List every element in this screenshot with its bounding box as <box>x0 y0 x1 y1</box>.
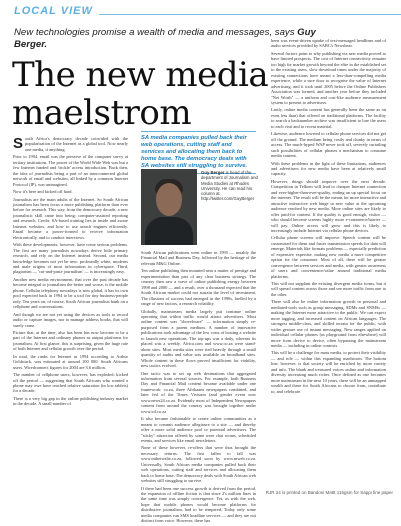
paragraph: With these developments, however, have come serious problems. The first are many journalists nowadays derive little primary research, and rely on the Internet instead. Second, our media knowledge becomes not yet be new: profoundly white, moderns and male origins of most information in cyberspace. Third, plagiarism — 'cut-and-paste journalism' — is increasingly easy. <box>13 242 128 275</box>
paragraph: Picture that, at the time, also has been has now become to be a part of the Internet and ordinary phones as output platforms for journalism. At first glance, this is surprising, given the huge rate of both Internet and cellular growth over the period. <box>13 329 128 352</box>
article-column-1 <box>13 136 128 409</box>
paragraph: Likewise, audience lowered to cellular phone services did not get off the ground. The medium being costly and clunky in terms of access. The much-hyped WAP never took off, severely curtailing such possibilities of cellular phones a mechanism to consume media content. <box>271 131 386 159</box>
caption-name: Guy Berger <box>201 170 225 175</box>
paragraph: Journalists are the main adults of the Internet. So South African journalism has been focus a more publishing platform than ever before for research. This way, from the democracy decade, a new journalistic skill came into being: computer-assisted reporting and research. Credit: SA-based training lies in inside and aware Internet websites, and how to use search engines efficiently. Email became a power-formed to receive information electronically, and to conduct interviews. <box>13 196 128 240</box>
page-footer: RJR 24 is printed on Bandoni Mattt 115gsm for Sappi fine paper <box>265 490 393 495</box>
paragraph: Several factors point to why publishing via new media proved to have limited prospects. The cost of Internet connectivity remains too high for market growth beyond the elite in the established set to the existing users, slow download times under the majority of existing connections have meant a less-than-compelling media experience, while a sure door to recognise the value of Internet advertising, and it took until 2005 before the Online Publishers Association was formed, and another year before they included "Net Worth" — a uniform and cost-like audience measurement system to present to advertisers. <box>271 50 386 105</box>
photo-face <box>156 183 182 216</box>
caption-text: is head of the department of Journalism and Media Studies at Rhodes University. He can read his column at http://twitter.com/GuyBerger <box>201 170 258 202</box>
paragraph: outh Africa's democracy decade coincided with the popularisation of the Internet as a global tool. Now nearly one media, if anything. <box>25 136 128 152</box>
paragraph: If there had been one success growth is derived from the period, the expansion of offline fiction is that since 2's million lines in the same time was simply convergence. Yet, as with the web, hope that mobile phones would become platforms for distributive journalism, had to be tempered. Today only some media companies run SMS headline services — and they are not distinct from voice. However, there has <box>141 485 256 524</box>
paragraph: This will be a challenge for mass media, to protect their visibility — and role — within this expanding maelstrom. The bottom line, however, is that society will be enriched by more variety and info. The blank and treasured voices online and information diversity increasing much richer. Once defined as one becomes more mainstream in the next 10 years, there will be an unmapped wealth and these for South Africans to choose from, contribute to, and celebrate. <box>271 350 386 394</box>
paragraph: With these problems in the light of these limitations, audiences and advertisers for new media have been at relatively small capacity. <box>271 160 386 177</box>
paragraph: In total, the ranks for Internet in 1994 according to Arthur Goldstuck, was estimated at around 100 000. South Africans users. Wiredconnect figures for 2004 are 3.6 million. <box>13 353 128 370</box>
author-photo <box>141 169 197 245</box>
paragraph: South African publications went online in 1995 — notably the Financial Mail and Business Day, followed by the heritage of the relevant M&G Online. <box>141 250 256 266</box>
paragraph: Globally, mainstream media largely put continue online operating that within traffic would attract advertisers. Most online content was "shovelware" — information simply re-purposed from a parent medium. A number of innovative publications took advantage of the low costs of hosting a website to launch new operations. The top-ups was a daily, whereas its placed was a weekly. Africa.com and www.co.za were stand-alone sites. Most media sites were tied heavily through a small quantity of audits and value was available on broadband sites. Whole content in these flows proved insufficient for viability, new tactics evolved. <box>141 308 256 369</box>
paragraph: None of these however, re-offers that were thus brought the necessary returns. The first fallen to fall was www.mthetwalie.co.za, followed soon by www.mweb.co.za. Universally, South African media companies pulled back their web operations, cutting staff and services and allocating them back to home base. The democracy deals with South African web websites still struggling to survive. <box>141 445 256 484</box>
paragraph: Cellular phone screens will improve. Speech content will be customised for them and faster transmission speeds for data will emerge. Materials like formats problems — especially prediction of expensive expertise, making new media a more competitive option for the consumer. Most of all, there will be greater convergence between services and media, with greater awareness of users and convenience/value around traditional media platforms. <box>271 235 386 279</box>
photo-body <box>145 217 193 245</box>
paragraph: Ten online publishing then mounted near a matter of prestige and experimentation than part of any clear business strategy. The country then saw a wave of online publishing energy between 1998 and 2000 — and a result, over a thousand expected that the South African market could not sustain the level of investment. The illusions of success had emerged in the 1990s, fuelled by a range of new factors, a research volatility. <box>141 268 256 307</box>
paragraph: And though we are not yet using the devices as tools to record audio or capture images, nor to manage address books, that will surely come. <box>13 311 128 328</box>
paragraph: One tactic was to set up web destinations that aggregated information from several sources. For example, both Business Day and Financial Mail content became available under one framework: co.za, three Afrikaans newspapers combined, and later fed of the Times Vivisum (and gender event now www.news24.co.za. Evidently most of Independent Newspapers content from around the country was brought together under www.iol.co.za <box>141 370 256 414</box>
photo-caption <box>201 170 261 202</box>
paragraph: There will also be online information growth in personal and mediated-tools such as group messaging, SDMs and SNMSs — making the Internet more attractive to the public. We can expect more tagging, and increased content on African languages. The strongest middle-class, and skilled terrain for the public, with wider gesture use of instant messaging. New ranges applied on individual cellular phones (as playground from elsewhere) will move from device to device, often bypassing the mainstream media — including in online contexts. <box>271 299 386 349</box>
deck-author: Guy Berger. <box>14 27 316 50</box>
article-column-2 <box>141 250 256 526</box>
deck-text: New technologies promise a wealth of media and messages, says <box>14 27 298 38</box>
paragraph: It also became fashionable to create online communities as a means to commit audience allegiance to a site — and thereby offer a more solid audience pool to potential advertisers. The "sticky" attraction offered by some were chat rooms, scheduled events, and services like email newsletters. <box>141 416 256 443</box>
paragraph: Prior to 1994, email was the preserve of the computer savvy at tertiary institutions. The power of the World Wide Web was but a few Internet funded and 'trickle' access introduction. Back then, the idea of journalists being a part of an interconnected global network of email and websites, all linked by a common Internet Protocol (IP), was unimagined. <box>13 154 128 187</box>
pull-quote: SA media companies pulled back their web operations, cutting staff and services and allocating them back to home base. The democracy deals with SA websites still struggling to survive. <box>141 131 256 174</box>
paragraph: been was event-driven uptake of text-messaged headlines and of audio services provided by SABC's Newsbeat. <box>271 38 386 49</box>
paragraph: Another new media environment, that over the past decade has become integral to journalism the better and worse, is the mobile phone. Cellular telephony nowadays is now global, it has its own pool expected back in 1994 to be a tool for tiny business-people only. Ten years on, of course, South African journalists bank on a cellphone and conversations. <box>13 276 128 310</box>
drop-cap: S <box>13 135 24 152</box>
section-label: LOCAL VIEW <box>0 3 99 20</box>
paragraph: Now it's here and kicked off hard. <box>13 189 73 195</box>
section-header <box>0 0 401 22</box>
paragraph: There is a very big gap in the online publishing industry market in the decade. A small number of <box>13 395 128 407</box>
paragraph: The number of cellphone users, however, has exploded: kicked off the period — suggesting that South Africans who wanted a phone may owe have reached relative saturation (in low tablets) for a decade. <box>13 372 128 394</box>
paragraph: However, things should improve over the next decade. Competition in Telkom will lead to cheaper Internet connection and ever-higher-than-ever-quality, ending an up special focus on the internet. The result will be the means for more interactive and attractive interactive web hinge in new value at the upcoming audience reached by new media. More online sites are likely to offer paid-for content. If the quality is good enough, visitor — who should become screens highly more e-commerce/barrier — will pay. Online access will grow and this is likely to increasingly include Internet via cellular phone devices. <box>271 178 387 233</box>
paragraph: Lastly, online media content has generally been the same as on even less than) that offered on traditional platforms. The facility to search a backnumber archive was insufficient to lure the users to each visit and to recent material. <box>271 107 386 129</box>
article-column-3 <box>271 38 386 396</box>
paragraph: This will not supplant the existing divergent media forms, but it will spread content across those and see more traffic from one to the other. <box>271 281 386 297</box>
headline: The new media maelstrom <box>12 55 269 133</box>
